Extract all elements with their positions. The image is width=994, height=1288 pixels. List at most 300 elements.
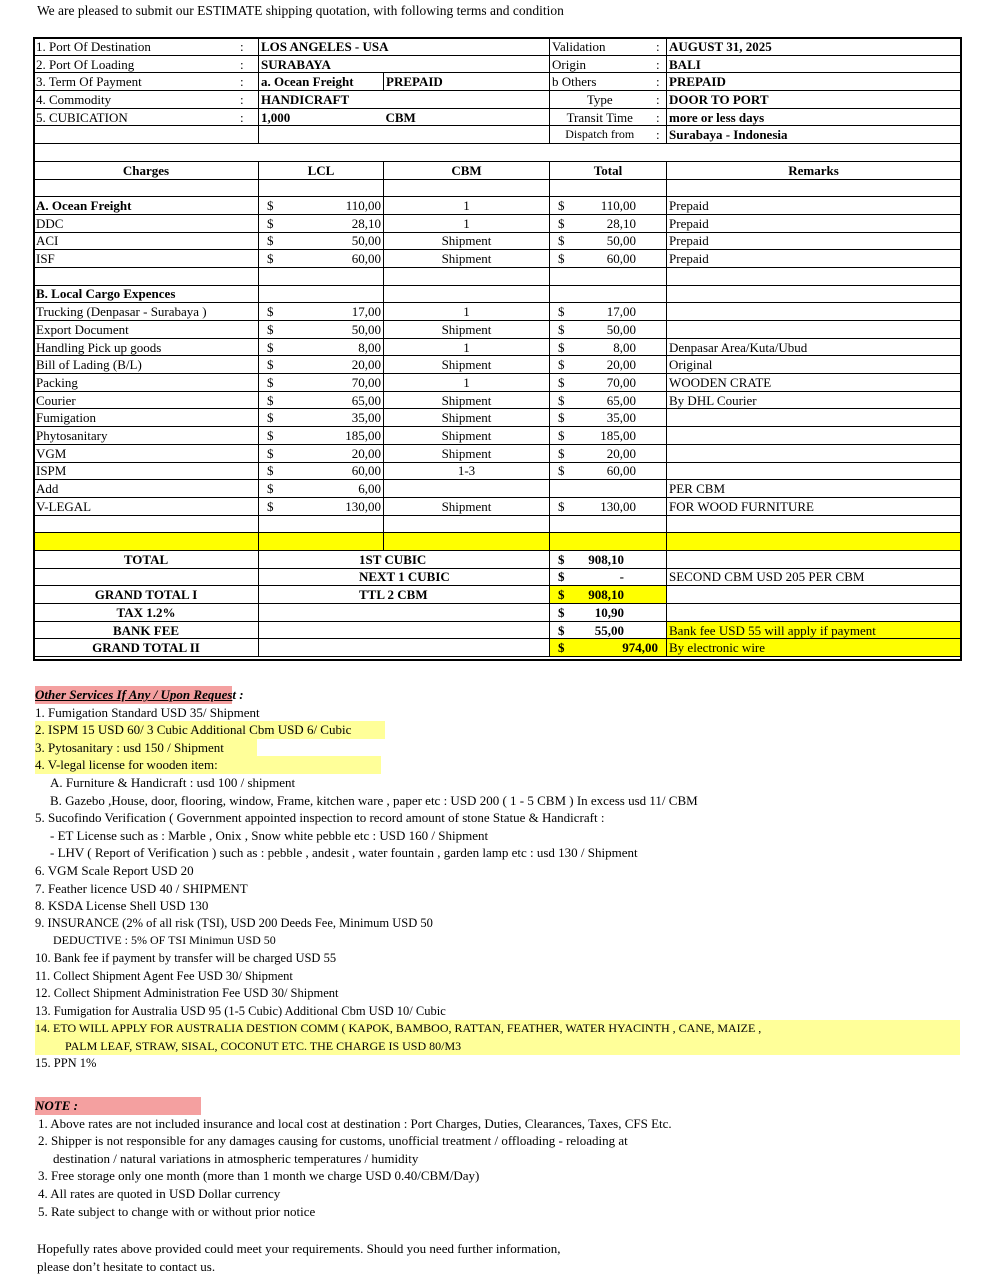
lcl-value: 35,00 <box>351 410 381 426</box>
service-text: 6. VGM Scale Report USD 20 <box>35 862 194 878</box>
total-amount <box>622 639 667 657</box>
table-cell <box>259 533 384 551</box>
info-label-2: Dispatch from <box>550 126 650 144</box>
closing-line-1: Hopefully rates above provided could meet your requirements. Should you need further information, <box>37 1241 561 1256</box>
charge-name: Add <box>34 480 259 498</box>
note-item: 1. Above rates are not included insurance and local cost at destination : Port Charges, Duties, Clearances, Taxes, CFS Etc. <box>38 1115 672 1131</box>
service-text: 8. KSDA License Shell USD 130 <box>35 898 209 914</box>
table-cell <box>550 285 667 303</box>
remark-cell <box>667 409 961 427</box>
table-cell <box>259 515 384 533</box>
info-label: 5. CUBICATION <box>34 108 226 126</box>
note-title: NOTE : <box>35 1097 201 1115</box>
total-value: 20,00 <box>606 357 637 373</box>
cbm-cell: 1 <box>384 197 550 215</box>
info-row <box>34 91 961 109</box>
total-label: GRAND TOTAL I <box>34 586 259 604</box>
lcl-value: 28,10 <box>351 215 381 231</box>
info-label: 1. Port Of Destination <box>34 38 226 56</box>
total-row <box>34 586 961 604</box>
lcl-cell <box>259 197 384 215</box>
info-label-2: b Others <box>550 73 650 91</box>
cbm-cell: Shipment <box>384 232 550 250</box>
service-item <box>35 985 960 1003</box>
service-item <box>35 809 960 827</box>
lcl-cell <box>259 497 384 515</box>
table-cell <box>384 515 550 533</box>
info-value: 1,000 <box>259 108 384 126</box>
charge-row <box>34 338 961 356</box>
currency: $ <box>558 357 565 373</box>
cbm-cell <box>384 480 550 498</box>
info-colon-2: : <box>650 126 667 144</box>
lcl-value: 20,00 <box>351 357 381 373</box>
service-item <box>35 897 960 915</box>
total-label: TAX 1.2% <box>34 604 259 622</box>
total-currency: $ <box>550 639 650 657</box>
lcl-value: 6,00 <box>358 481 381 497</box>
service-item <box>35 739 960 757</box>
lcl-cell <box>259 356 384 374</box>
charge-row <box>34 391 961 409</box>
currency: $ <box>558 198 565 214</box>
lcl-value: 130,00 <box>345 498 381 514</box>
total-value: 60,00 <box>606 251 637 267</box>
total-value: 17,00 <box>606 304 637 320</box>
currency: $ <box>558 321 565 337</box>
remark-cell: By DHL Courier <box>667 391 961 409</box>
service-text: 2. ISPM 15 USD 60/ 3 Cubic Additional Cbm USD 6/ Cubic <box>35 721 385 739</box>
lcl-value: 60,00 <box>351 251 381 267</box>
total-value: 130,00 <box>600 498 637 514</box>
currency: $ <box>267 321 274 337</box>
total-cell <box>550 480 667 498</box>
service-item <box>35 950 960 968</box>
service-text: 13. Fumigation for Australia USD 95 (1-5 Cubic) Additional Cbm USD 10/ Cubic <box>35 1003 446 1018</box>
service-text: 11. Collect Shipment Agent Fee USD 30/ Shipment <box>35 968 293 983</box>
info-label: 2. Port Of Loading <box>34 55 226 73</box>
service-item <box>35 827 960 845</box>
currency: $ <box>267 427 274 443</box>
service-item <box>35 1055 960 1073</box>
service-text: 4. V-legal license for wooden item: <box>35 756 381 774</box>
amount-value: 55,00 <box>594 622 625 638</box>
service-item <box>35 862 960 880</box>
lcl-cell <box>259 321 384 339</box>
currency: $ <box>558 392 565 408</box>
lcl-value: 65,00 <box>351 392 381 408</box>
service-text: 3. Pytosanitary : usd 150 / Shipment <box>35 739 257 757</box>
charge-name: ACI <box>34 232 259 250</box>
charge-row <box>34 232 961 250</box>
service-item <box>35 915 960 933</box>
total-cell <box>550 356 667 374</box>
charge-name: Fumigation <box>34 409 259 427</box>
service-text: 15. PPN 1% <box>35 1056 97 1071</box>
note-section <box>35 1097 960 1220</box>
amount-value: 10,90 <box>594 604 625 620</box>
cbm-cell: Shipment <box>384 409 550 427</box>
section-b-title: B. Local Cargo Expences <box>34 285 259 303</box>
remark-cell: Prepaid <box>667 250 961 268</box>
service-text: 5. Sucofindo Verification ( Government appointed inspection to record amount of stone Statue & Handicraft : <box>35 810 605 826</box>
total-currency: $ <box>550 550 650 568</box>
remark-cell <box>667 462 961 480</box>
charge-name: DDC <box>34 214 259 232</box>
charge-row <box>34 250 961 268</box>
spacer-row <box>34 144 961 162</box>
remark-cell: PER CBM <box>667 480 961 498</box>
table-cell <box>259 179 384 197</box>
total-cell <box>550 197 667 215</box>
total-cell <box>550 497 667 515</box>
yellow-row <box>34 533 961 551</box>
charge-row <box>34 356 961 374</box>
total-amount <box>619 568 667 586</box>
info-label-2: Type <box>550 91 650 109</box>
cbm-cell: 1 <box>384 303 550 321</box>
cbm-cell: Shipment <box>384 444 550 462</box>
currency: $ <box>267 251 274 267</box>
lcl-value: 20,00 <box>351 445 381 461</box>
info-colon-2: : <box>650 55 667 73</box>
currency: $ <box>267 374 274 390</box>
lcl-value: 8,00 <box>358 339 381 355</box>
total-row <box>34 550 961 568</box>
charge-row <box>34 480 961 498</box>
other-services: Other Services If Any / Upon Request : 1. Fumigation Standard USD 35/ Shipment 2. ISPM 15 USD 60/ 3 Cubic Additional Cbm USD 6/ Cubic 3. Pytosanitary : usd 150 / Shipment 4. V-legal license for wooden item: A. Furniture & Handicraft : usd 100 / shipment B. Gazebo ,House, door, flooring, window, Frame, kitchen ware , paper etc : USD 200 ( 1 - 5 CBM ) In excess usd 11/ CBM 5. Sucofindo Verification ( Government appointed inspection to record amount of stone Statue & Handicraft : - ET License such as : Marble , Onix , Snow white pebble etc : USD 160 / Shipment - LHV ( Report of Verification ) such as : pebble , andesit , water fountain , garden lamp etc : usd 130 / Shipment 6. VGM Scale Report USD 20 7. Feather licence USD 40 / SHIPMENT 8. KSDA License Shell USD 130 9. INSURANCE (2% of all risk (TSI), USD 200 Deeds Fee, Minimum USD 50 DEDUCTIVE : 5% OF TSI Minimun USD 50 10. Bank fee if payment by transfer will be charged USD 55 11. Collect Shipment Agent Fee USD 30/ Shipment 12. Collect Shipment Administration Fee USD 30/ Shipment 13. Fumigation for Australia USD 95 (1-5 Cubic) Additional Cbm USD 10/ Cubic 14. ETO WILL APPLY FOR AUSTRALIA DESTION COMM ( KAPOK, BAMBOO, RATTAN, FEATHER, WATER HYACINTH , CANE, MAIZE , PALM LEAF, STRAW, SISAL, COCONUT ETC. THE CHARGE IS USD 80/M3 15. PPN 1% <box>35 686 960 1073</box>
info-value-2: Surabaya - Indonesia <box>667 126 961 144</box>
total-row <box>34 568 961 586</box>
info-value-2: PREPAID <box>667 73 961 91</box>
service-text: 14. ETO WILL APPLY FOR AUSTRALIA DESTION COMM ( KAPOK, BAMBOO, RATTAN, FEATHER, WATER HYACINTH , CANE, MAIZE , <box>35 1021 762 1036</box>
currency: $ <box>558 445 565 461</box>
note-item: 2. Shipper is not responsible for any damages causing for customs, unofficial treatment / offloading - reloading at <box>38 1133 628 1149</box>
total-label: BANK FEE <box>34 621 259 639</box>
lcl-cell <box>259 232 384 250</box>
info-label-2: Validation <box>550 38 650 56</box>
currency: $ <box>558 374 565 390</box>
note-item: 3. Free storage only one month (more than 1 month we charge USD 0.40/CBM/Day) <box>38 1168 480 1184</box>
currency: $ <box>267 392 274 408</box>
table-cell <box>34 179 259 197</box>
info-value-2: more or less days <box>667 108 961 126</box>
currency: $ <box>558 304 565 320</box>
lcl-cell <box>259 250 384 268</box>
table-cell <box>384 533 550 551</box>
service-item <box>35 844 960 862</box>
table-cell <box>34 533 259 551</box>
currency: $ <box>267 445 274 461</box>
remark-cell: Original <box>667 356 961 374</box>
note-item: 5. Rate subject to change with or without prior notice <box>38 1203 316 1219</box>
service-text: 1. Fumigation Standard USD 35/ Shipment <box>35 704 260 720</box>
total-cell <box>550 374 667 392</box>
total-amount <box>588 550 667 568</box>
lcl-value: 50,00 <box>351 321 381 337</box>
total-value: 8,00 <box>613 339 637 355</box>
remark-cell <box>667 321 961 339</box>
other-services-title: Other Services If Any / Upon Reques <box>35 687 233 702</box>
total-remark: By electronic wire <box>667 639 961 657</box>
total-mid: NEXT 1 CUBIC <box>259 568 550 586</box>
blank-row <box>34 515 961 533</box>
total-amount <box>594 604 667 622</box>
info-label <box>34 126 226 144</box>
table-cell <box>667 179 961 197</box>
total-remark: Bank fee USD 55 will apply if payment <box>667 621 961 639</box>
total-remark <box>667 550 961 568</box>
info-value: SURABAYA <box>259 55 550 73</box>
total-cell <box>550 338 667 356</box>
service-item <box>35 721 960 739</box>
total-mid <box>259 639 550 657</box>
info-colon: : <box>226 73 259 91</box>
total-row <box>34 604 961 622</box>
service-item <box>35 1038 960 1056</box>
total-value: 50,00 <box>606 321 637 337</box>
info-value-b: PREPAID <box>384 73 550 91</box>
info-row <box>34 55 961 73</box>
remark-cell <box>667 303 961 321</box>
total-remark <box>667 604 961 622</box>
lcl-cell <box>259 427 384 445</box>
total-amount <box>588 586 667 604</box>
total-cell <box>550 232 667 250</box>
header-cbm: CBM <box>384 161 550 179</box>
info-colon: : <box>226 108 259 126</box>
header-total: Total <box>550 161 667 179</box>
blank-row <box>34 179 961 197</box>
quotation-table <box>33 37 961 657</box>
currency: $ <box>558 339 565 355</box>
lcl-value: 60,00 <box>351 463 381 479</box>
remark-cell: Prepaid <box>667 232 961 250</box>
info-row <box>34 38 961 56</box>
total-row <box>34 639 961 657</box>
cbm-cell: 1 <box>384 374 550 392</box>
total-value: 70,00 <box>606 374 637 390</box>
info-value-b: CBM <box>384 108 550 126</box>
service-text: 7. Feather licence USD 40 / SHIPMENT <box>35 880 248 896</box>
service-text: DEDUCTIVE : 5% OF TSI Minimun USD 50 <box>53 933 276 948</box>
currency: $ <box>558 498 565 514</box>
info-value-2: BALI <box>667 55 961 73</box>
table-cell <box>550 515 667 533</box>
info-colon-2: : <box>650 108 667 126</box>
total-row <box>34 621 961 639</box>
info-label-2: Transit Time <box>550 108 650 126</box>
charge-row <box>34 409 961 427</box>
currency: $ <box>558 233 565 249</box>
info-label: 4. Commodity <box>34 91 226 109</box>
table-cell <box>667 267 961 285</box>
total-value: 110,00 <box>600 198 637 214</box>
charge-row <box>34 497 961 515</box>
info-colon-2: : <box>650 91 667 109</box>
charge-name: Bill of Lading (B/L) <box>34 356 259 374</box>
header-row <box>34 161 961 179</box>
cbm-cell: Shipment <box>384 391 550 409</box>
table-cell <box>550 179 667 197</box>
spacer <box>34 144 961 162</box>
info-value: LOS ANGELES - USA <box>259 38 550 56</box>
info-row <box>34 73 961 91</box>
info-value: a. Ocean Freight <box>259 73 384 91</box>
charge-row <box>34 197 961 215</box>
total-cell <box>550 427 667 445</box>
total-value: 35,00 <box>606 410 637 426</box>
info-colon: : <box>226 38 259 56</box>
lcl-value: 185,00 <box>345 427 381 443</box>
charge-row <box>34 374 961 392</box>
total-mid <box>259 604 550 622</box>
closing-line-2: please don’t hesitate to contact us. <box>37 1258 216 1274</box>
total-mid <box>259 621 550 639</box>
cbm-cell: 1 <box>384 338 550 356</box>
table-cell <box>384 179 550 197</box>
note-item: destination / natural variations in atmospheric temperatures / humidity <box>53 1150 419 1166</box>
lcl-value: 17,00 <box>351 304 381 320</box>
remark-cell: Prepaid <box>667 197 961 215</box>
charge-name: Export Document <box>34 321 259 339</box>
lcl-value: 110,00 <box>345 198 381 214</box>
info-row <box>34 126 961 144</box>
header-lcl: LCL <box>259 161 384 179</box>
total-label: GRAND TOTAL II <box>34 639 259 657</box>
intro-text: We are pleased to submit our ESTIMATE shipping quotation, with following terms and condition <box>37 3 564 18</box>
cbm-cell: Shipment <box>384 321 550 339</box>
table-cell <box>667 533 961 551</box>
charge-row <box>34 321 961 339</box>
info-value <box>259 126 550 144</box>
header-remarks: Remarks <box>667 161 961 179</box>
charge-name: ISPM <box>34 462 259 480</box>
cbm-cell: Shipment <box>384 250 550 268</box>
table-cell <box>34 515 259 533</box>
lcl-cell <box>259 391 384 409</box>
total-cell <box>550 250 667 268</box>
total-cell <box>550 409 667 427</box>
total-mid: 1ST CUBIC <box>259 550 550 568</box>
total-cell <box>550 214 667 232</box>
table-cell <box>34 267 259 285</box>
charge-name: ISF <box>34 250 259 268</box>
currency: $ <box>267 481 274 497</box>
currency: $ <box>558 427 565 443</box>
cbm-cell: Shipment <box>384 497 550 515</box>
total-value: 28,10 <box>606 215 637 231</box>
lcl-cell <box>259 409 384 427</box>
currency: $ <box>267 233 274 249</box>
service-item <box>35 1003 960 1021</box>
charge-row <box>34 444 961 462</box>
info-label: 3. Term Of Payment <box>34 73 226 91</box>
table-cell <box>667 285 961 303</box>
service-text: - ET License such as : Marble , Onix , Snow white pebble etc : USD 160 / Shipment <box>50 827 489 843</box>
total-value: 60,00 <box>606 463 637 479</box>
charge-name: Handling Pick up goods <box>34 338 259 356</box>
currency: $ <box>267 463 274 479</box>
currency: $ <box>558 410 565 426</box>
cbm-cell: 1-3 <box>384 462 550 480</box>
remark-cell <box>667 427 961 445</box>
currency: $ <box>558 251 565 267</box>
closing-text <box>37 1240 560 1275</box>
total-currency: $ <box>550 568 650 586</box>
info-value-2: DOOR TO PORT <box>667 91 961 109</box>
charge-row <box>34 462 961 480</box>
charge-name: VGM <box>34 444 259 462</box>
table-cell <box>667 515 961 533</box>
service-text: 10. Bank fee if payment by transfer will be charged USD 55 <box>35 950 337 965</box>
table-cell <box>384 285 550 303</box>
currency: $ <box>267 304 274 320</box>
info-value-2: AUGUST 31, 2025 <box>667 38 961 56</box>
currency: $ <box>558 215 565 231</box>
currency: $ <box>267 357 274 373</box>
info-colon-2: : <box>650 38 667 56</box>
cbm-cell: Shipment <box>384 356 550 374</box>
charge-row <box>34 214 961 232</box>
service-item <box>35 756 960 774</box>
remark-cell: Denpasar Area/Kuta/Ubud <box>667 338 961 356</box>
total-value: 65,00 <box>606 392 637 408</box>
info-colon <box>226 126 259 144</box>
total-currency: $ <box>550 586 650 604</box>
lcl-cell <box>259 374 384 392</box>
total-value: 185,00 <box>600 427 637 443</box>
header-charges: Charges <box>34 161 259 179</box>
total-amount <box>594 621 667 639</box>
table-cell <box>384 267 550 285</box>
service-text: B. Gazebo ,House, door, flooring, window, Frame, kitchen ware , paper etc : USD 200 ( 1 - 5 CBM ) In excess usd 11/ CBM <box>50 792 698 808</box>
table-cell <box>259 285 384 303</box>
lcl-cell <box>259 214 384 232</box>
amount-value: - <box>619 569 625 585</box>
service-text: PALM LEAF, STRAW, SISAL, COCONUT ETC. THE CHARGE IS USD 80/M3 <box>65 1038 462 1053</box>
info-colon-2: : <box>650 73 667 91</box>
service-item <box>35 774 960 792</box>
total-label <box>34 568 259 586</box>
cbm-cell: 1 <box>384 214 550 232</box>
total-value: 50,00 <box>606 233 637 249</box>
charge-name: Courier <box>34 391 259 409</box>
remark-cell <box>667 444 961 462</box>
lcl-value: 50,00 <box>351 233 381 249</box>
note-item: 4. All rates are quoted in USD Dollar currency <box>38 1185 281 1201</box>
total-currency: $ <box>550 621 650 639</box>
service-item <box>35 968 960 986</box>
service-item <box>35 932 960 950</box>
info-value: HANDICRAFT <box>259 91 550 109</box>
currency: $ <box>267 410 274 426</box>
charge-name: A. Ocean Freight <box>34 197 259 215</box>
info-colon: : <box>226 91 259 109</box>
currency: $ <box>267 339 274 355</box>
remark-cell: FOR WOOD FURNITURE <box>667 497 961 515</box>
charge-name: Packing <box>34 374 259 392</box>
currency: $ <box>558 463 565 479</box>
charge-name: Phytosanitary <box>34 427 259 445</box>
currency: $ <box>267 215 274 231</box>
service-text: 9. INSURANCE (2% of all risk (TSI), USD 200 Deeds Fee, Minimum USD 50 <box>35 915 433 930</box>
lcl-cell <box>259 480 384 498</box>
lcl-cell <box>259 444 384 462</box>
charge-row <box>34 427 961 445</box>
total-cell <box>550 303 667 321</box>
amount-value: 908,10 <box>588 551 625 567</box>
